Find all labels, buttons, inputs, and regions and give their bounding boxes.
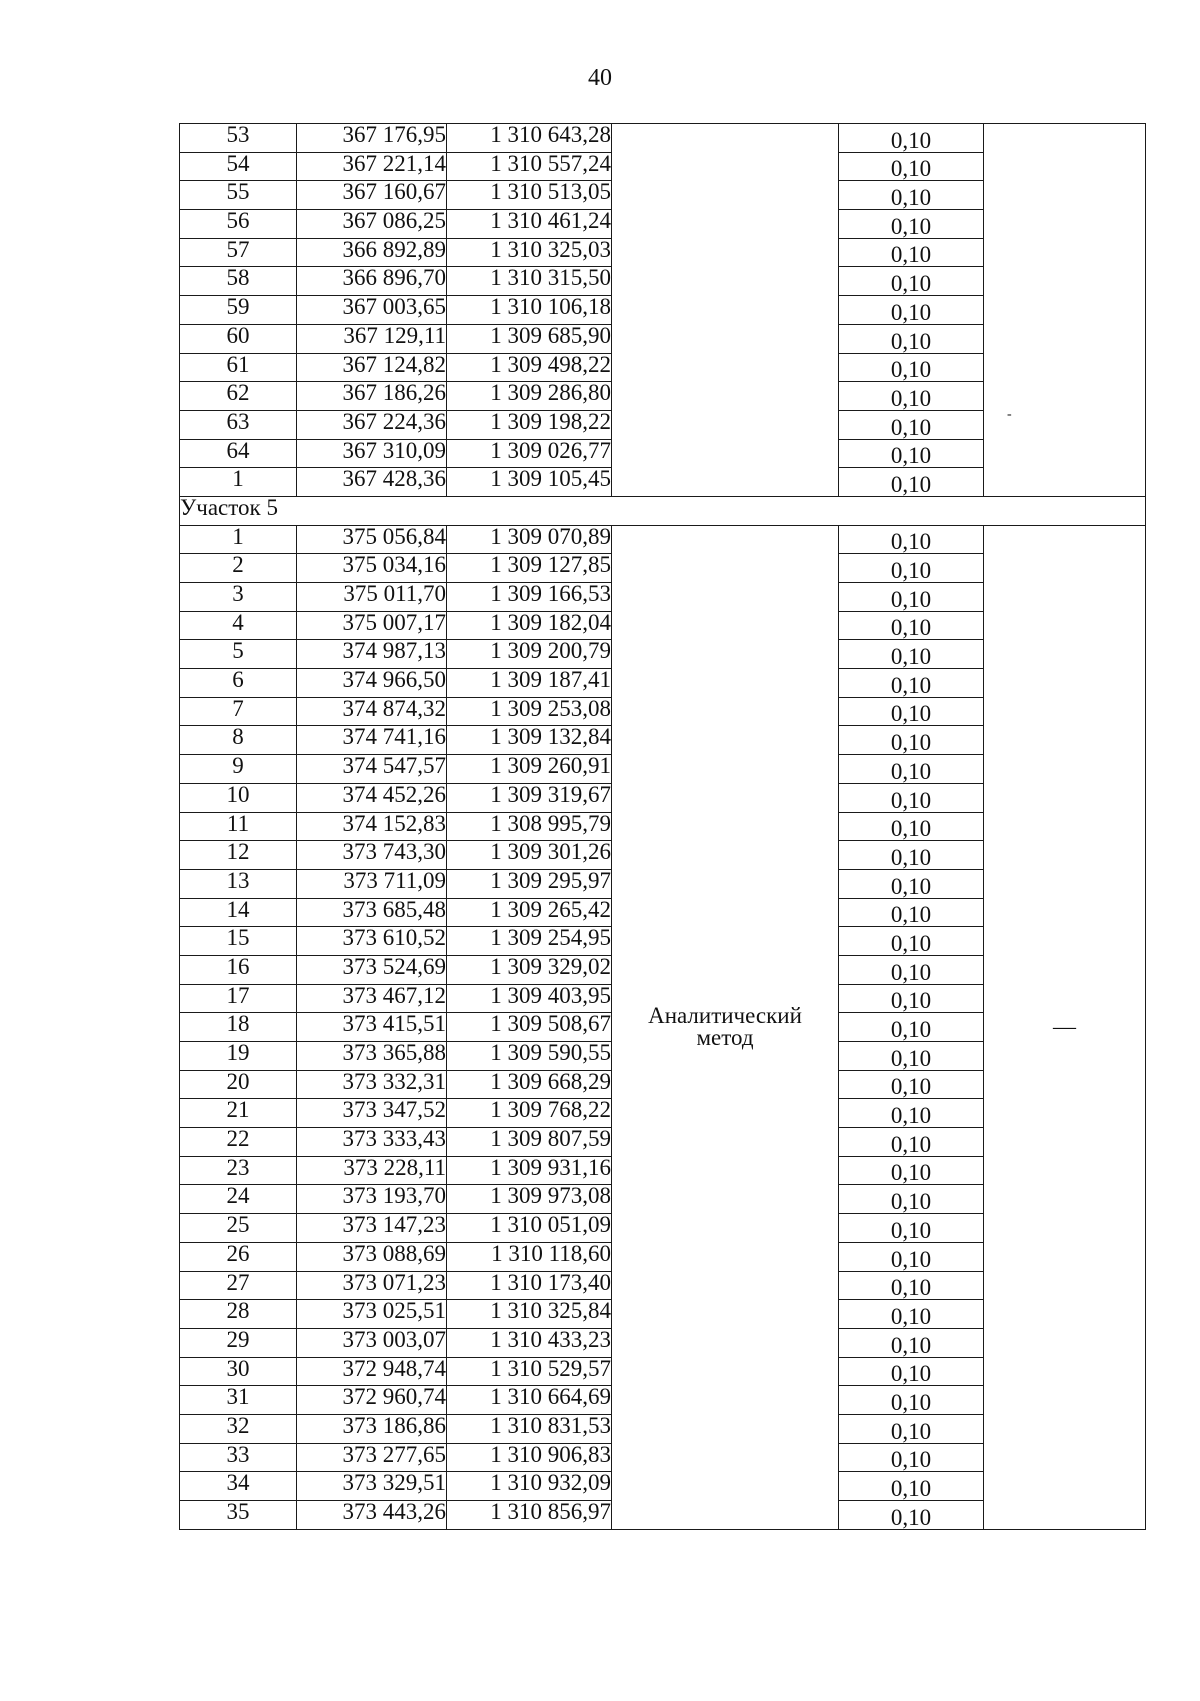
point-number: 3 bbox=[180, 583, 297, 612]
accuracy-value: 0,10 bbox=[839, 783, 984, 812]
coordinate-x: 374 987,13 bbox=[297, 640, 447, 669]
coordinate-y: 1 309 295,97 bbox=[447, 869, 612, 898]
coordinate-y: 1 310 529,57 bbox=[447, 1357, 612, 1386]
accuracy-value: 0,10 bbox=[839, 181, 984, 210]
coordinate-x: 373 333,43 bbox=[297, 1128, 447, 1157]
coordinate-y: 1 310 643,28 bbox=[447, 124, 612, 153]
coordinate-x: 373 443,26 bbox=[297, 1501, 447, 1530]
point-number: 29 bbox=[180, 1328, 297, 1357]
point-number: 24 bbox=[180, 1185, 297, 1214]
point-number: 54 bbox=[180, 152, 297, 181]
accuracy-value: 0,10 bbox=[839, 1271, 984, 1300]
coordinate-y: 1 309 187,41 bbox=[447, 669, 612, 698]
point-number: 60 bbox=[180, 324, 297, 353]
coordinate-x: 367 003,65 bbox=[297, 296, 447, 325]
coordinate-y: 1 309 931,16 bbox=[447, 1156, 612, 1185]
coordinate-y: 1 310 106,18 bbox=[447, 296, 612, 325]
point-number: 57 bbox=[180, 238, 297, 267]
coordinate-y: 1 309 105,45 bbox=[447, 468, 612, 497]
coordinate-x: 373 186,86 bbox=[297, 1414, 447, 1443]
section-row bbox=[180, 496, 1146, 525]
coordinate-x: 367 310,09 bbox=[297, 439, 447, 468]
coordinate-x: 373 003,07 bbox=[297, 1328, 447, 1357]
accuracy-value: 0,10 bbox=[839, 1185, 984, 1214]
point-number: 7 bbox=[180, 697, 297, 726]
coordinate-y: 1 309 127,85 bbox=[447, 554, 612, 583]
coordinate-y: 1 310 932,09 bbox=[447, 1472, 612, 1501]
coordinate-x: 366 892,89 bbox=[297, 238, 447, 267]
accuracy-value: 0,10 bbox=[839, 1070, 984, 1099]
coordinate-x: 373 685,48 bbox=[297, 898, 447, 927]
accuracy-value: 0,10 bbox=[839, 1443, 984, 1472]
remark-cell: — bbox=[984, 525, 1146, 1529]
point-number: 16 bbox=[180, 955, 297, 984]
point-number: 58 bbox=[180, 267, 297, 296]
coordinate-x: 375 056,84 bbox=[297, 525, 447, 554]
coordinate-y: 1 309 498,22 bbox=[447, 353, 612, 382]
accuracy-value: 0,10 bbox=[839, 697, 984, 726]
method-cell bbox=[612, 525, 839, 1529]
coordinate-x: 367 221,14 bbox=[297, 152, 447, 181]
point-number: 19 bbox=[180, 1042, 297, 1071]
accuracy-value: 0,10 bbox=[839, 898, 984, 927]
coordinate-x: 373 088,69 bbox=[297, 1242, 447, 1271]
accuracy-value: 0,10 bbox=[839, 1357, 984, 1386]
coordinate-x: 373 332,31 bbox=[297, 1070, 447, 1099]
coordinate-x: 373 228,11 bbox=[297, 1156, 447, 1185]
coordinate-y: 1 309 253,08 bbox=[447, 697, 612, 726]
accuracy-value: 0,10 bbox=[839, 955, 984, 984]
point-number: 64 bbox=[180, 439, 297, 468]
coordinate-y: 1 310 325,84 bbox=[447, 1300, 612, 1329]
accuracy-value: 0,10 bbox=[839, 611, 984, 640]
accuracy-value: 0,10 bbox=[839, 669, 984, 698]
coordinate-y: 1 310 173,40 bbox=[447, 1271, 612, 1300]
point-number: 26 bbox=[180, 1242, 297, 1271]
point-number: 2 bbox=[180, 554, 297, 583]
point-number: 12 bbox=[180, 841, 297, 870]
point-number: 32 bbox=[180, 1414, 297, 1443]
point-number: 55 bbox=[180, 181, 297, 210]
accuracy-value: 0,10 bbox=[839, 841, 984, 870]
point-number: 20 bbox=[180, 1070, 297, 1099]
point-number: 22 bbox=[180, 1128, 297, 1157]
accuracy-value: 0,10 bbox=[839, 1156, 984, 1185]
accuracy-value: 0,10 bbox=[839, 124, 984, 153]
stray-mark: - bbox=[1007, 407, 1012, 422]
point-number: 25 bbox=[180, 1214, 297, 1243]
coordinate-y: 1 309 260,91 bbox=[447, 755, 612, 784]
coordinate-x: 372 948,74 bbox=[297, 1357, 447, 1386]
accuracy-value: 0,10 bbox=[839, 238, 984, 267]
coordinate-x: 373 610,52 bbox=[297, 927, 447, 956]
accuracy-value: 0,10 bbox=[839, 1099, 984, 1128]
coordinate-y: 1 309 198,22 bbox=[447, 410, 612, 439]
accuracy-value: 0,10 bbox=[839, 468, 984, 497]
accuracy-value: 0,10 bbox=[839, 640, 984, 669]
point-number: 63 bbox=[180, 410, 297, 439]
coordinate-x: 374 874,32 bbox=[297, 697, 447, 726]
coordinate-x: 373 025,51 bbox=[297, 1300, 447, 1329]
coordinate-x: 367 176,95 bbox=[297, 124, 447, 153]
coordinate-y: 1 309 668,29 bbox=[447, 1070, 612, 1099]
point-number: 8 bbox=[180, 726, 297, 755]
point-number: 15 bbox=[180, 927, 297, 956]
coordinate-y: 1 309 265,42 bbox=[447, 898, 612, 927]
accuracy-value: 0,10 bbox=[839, 812, 984, 841]
coordinate-x: 373 467,12 bbox=[297, 984, 447, 1013]
coordinate-y: 1 309 319,67 bbox=[447, 783, 612, 812]
coordinate-x: 373 329,51 bbox=[297, 1472, 447, 1501]
point-number: 4 bbox=[180, 611, 297, 640]
method-label-line1: Аналитический bbox=[648, 1003, 802, 1029]
accuracy-value: 0,10 bbox=[839, 1042, 984, 1071]
coordinate-y: 1 309 286,80 bbox=[447, 382, 612, 411]
accuracy-value: 0,10 bbox=[839, 554, 984, 583]
accuracy-value: 0,10 bbox=[839, 1128, 984, 1157]
accuracy-value: 0,10 bbox=[839, 210, 984, 239]
accuracy-value: 0,10 bbox=[839, 382, 984, 411]
table-section-header bbox=[180, 496, 1146, 525]
accuracy-value: 0,10 bbox=[839, 869, 984, 898]
point-number: 9 bbox=[180, 755, 297, 784]
point-number: 59 bbox=[180, 296, 297, 325]
coordinate-y: 1 310 325,03 bbox=[447, 238, 612, 267]
coordinate-y: 1 310 906,83 bbox=[447, 1443, 612, 1472]
coordinate-x: 375 007,17 bbox=[297, 611, 447, 640]
coordinate-x: 373 347,52 bbox=[297, 1099, 447, 1128]
coordinate-x: 367 086,25 bbox=[297, 210, 447, 239]
point-number: 1 bbox=[180, 468, 297, 497]
accuracy-value: 0,10 bbox=[839, 439, 984, 468]
coordinate-y: 1 309 685,90 bbox=[447, 324, 612, 353]
page-number: 40 bbox=[588, 65, 612, 91]
coordinate-y: 1 309 254,95 bbox=[447, 927, 612, 956]
coordinate-x: 375 011,70 bbox=[297, 583, 447, 612]
accuracy-value: 0,10 bbox=[839, 1472, 984, 1501]
coordinate-y: 1 310 513,05 bbox=[447, 181, 612, 210]
point-number: 23 bbox=[180, 1156, 297, 1185]
point-number: 28 bbox=[180, 1300, 297, 1329]
coordinate-x: 373 365,88 bbox=[297, 1042, 447, 1071]
accuracy-value: 0,10 bbox=[839, 525, 984, 554]
point-number: 13 bbox=[180, 869, 297, 898]
accuracy-value: 0,10 bbox=[839, 1013, 984, 1042]
coordinate-y: 1 310 557,24 bbox=[447, 152, 612, 181]
point-number: 10 bbox=[180, 783, 297, 812]
point-number: 14 bbox=[180, 898, 297, 927]
coordinate-x: 366 896,70 bbox=[297, 267, 447, 296]
accuracy-value: 0,10 bbox=[839, 583, 984, 612]
accuracy-value: 0,10 bbox=[839, 1328, 984, 1357]
accuracy-value: 0,10 bbox=[839, 296, 984, 325]
accuracy-value: 0,10 bbox=[839, 1300, 984, 1329]
coordinate-y: 1 309 166,53 bbox=[447, 583, 612, 612]
accuracy-value: 0,10 bbox=[839, 755, 984, 784]
coordinate-y: 1 310 831,53 bbox=[447, 1414, 612, 1443]
point-number: 6 bbox=[180, 669, 297, 698]
accuracy-value: 0,10 bbox=[839, 1242, 984, 1271]
remark-cell bbox=[984, 124, 1146, 497]
coordinate-y: 1 309 403,95 bbox=[447, 984, 612, 1013]
point-number: 61 bbox=[180, 353, 297, 382]
accuracy-value: 0,10 bbox=[839, 1414, 984, 1443]
coordinate-x: 375 034,16 bbox=[297, 554, 447, 583]
point-number: 53 bbox=[180, 124, 297, 153]
point-number: 35 bbox=[180, 1501, 297, 1530]
coordinate-x: 367 186,26 bbox=[297, 382, 447, 411]
coordinate-y: 1 310 856,97 bbox=[447, 1501, 612, 1530]
coordinate-x: 374 452,26 bbox=[297, 783, 447, 812]
coordinate-y: 1 310 315,50 bbox=[447, 267, 612, 296]
coordinate-x: 373 415,51 bbox=[297, 1013, 447, 1042]
accuracy-value: 0,10 bbox=[839, 927, 984, 956]
point-number: 33 bbox=[180, 1443, 297, 1472]
coordinate-y: 1 309 301,26 bbox=[447, 841, 612, 870]
coordinate-y: 1 310 461,24 bbox=[447, 210, 612, 239]
accuracy-value: 0,10 bbox=[839, 353, 984, 382]
coordinate-y: 1 309 973,08 bbox=[447, 1185, 612, 1214]
coordinate-x: 373 277,65 bbox=[297, 1443, 447, 1472]
coordinate-x: 373 147,23 bbox=[297, 1214, 447, 1243]
point-number: 1 bbox=[180, 525, 297, 554]
point-number: 21 bbox=[180, 1099, 297, 1128]
coordinate-y: 1 310 051,09 bbox=[447, 1214, 612, 1243]
coordinate-x: 374 152,83 bbox=[297, 812, 447, 841]
point-number: 17 bbox=[180, 984, 297, 1013]
coordinate-y: 1 309 026,77 bbox=[447, 439, 612, 468]
coordinate-x: 367 428,36 bbox=[297, 468, 447, 497]
coordinate-y: 1 309 132,84 bbox=[447, 726, 612, 755]
coordinate-x: 372 960,74 bbox=[297, 1386, 447, 1415]
coordinate-y: 1 310 118,60 bbox=[447, 1242, 612, 1271]
coordinate-x: 367 160,67 bbox=[297, 181, 447, 210]
point-number: 5 bbox=[180, 640, 297, 669]
accuracy-value: 0,10 bbox=[839, 152, 984, 181]
accuracy-value: 0,10 bbox=[839, 267, 984, 296]
point-number: 56 bbox=[180, 210, 297, 239]
coordinate-x: 373 071,23 bbox=[297, 1271, 447, 1300]
coordinate-y: 1 309 768,22 bbox=[447, 1099, 612, 1128]
point-number: 27 bbox=[180, 1271, 297, 1300]
method-label-line2: метод bbox=[696, 1025, 754, 1051]
accuracy-value: 0,10 bbox=[839, 1501, 984, 1530]
point-number: 11 bbox=[180, 812, 297, 841]
point-number: 30 bbox=[180, 1357, 297, 1386]
coordinate-x: 367 129,11 bbox=[297, 324, 447, 353]
coordinates-table bbox=[179, 123, 1146, 1530]
coordinate-y: 1 310 664,69 bbox=[447, 1386, 612, 1415]
coordinate-x: 373 524,69 bbox=[297, 955, 447, 984]
method-cell bbox=[612, 124, 839, 497]
point-number: 31 bbox=[180, 1386, 297, 1415]
coordinate-y: 1 309 590,55 bbox=[447, 1042, 612, 1071]
coordinate-x: 373 711,09 bbox=[297, 869, 447, 898]
accuracy-value: 0,10 bbox=[839, 1386, 984, 1415]
table-group-b bbox=[180, 525, 1146, 1529]
accuracy-value: 0,10 bbox=[839, 324, 984, 353]
coordinate-x: 374 547,57 bbox=[297, 755, 447, 784]
table-group-a bbox=[180, 124, 1146, 497]
coordinate-y: 1 309 182,04 bbox=[447, 611, 612, 640]
coordinate-x: 374 966,50 bbox=[297, 669, 447, 698]
point-number: 34 bbox=[180, 1472, 297, 1501]
coordinate-y: 1 309 807,59 bbox=[447, 1128, 612, 1157]
coordinate-y: 1 310 433,23 bbox=[447, 1328, 612, 1357]
accuracy-value: 0,10 bbox=[839, 726, 984, 755]
coordinate-y: 1 309 508,67 bbox=[447, 1013, 612, 1042]
coordinate-y: 1 309 200,79 bbox=[447, 640, 612, 669]
accuracy-value: 0,10 bbox=[839, 984, 984, 1013]
coordinate-y: 1 309 329,02 bbox=[447, 955, 612, 984]
coordinate-x: 374 741,16 bbox=[297, 726, 447, 755]
accuracy-value: 0,10 bbox=[839, 1214, 984, 1243]
point-number: 18 bbox=[180, 1013, 297, 1042]
point-number: 62 bbox=[180, 382, 297, 411]
table-row bbox=[180, 124, 1146, 153]
coordinate-x: 373 743,30 bbox=[297, 841, 447, 870]
coordinate-y: 1 308 995,79 bbox=[447, 812, 612, 841]
coordinate-x: 373 193,70 bbox=[297, 1185, 447, 1214]
coordinate-x: 367 124,82 bbox=[297, 353, 447, 382]
section-title: Участок 5 bbox=[180, 496, 1146, 525]
coordinate-x: 367 224,36 bbox=[297, 410, 447, 439]
accuracy-value: 0,10 bbox=[839, 410, 984, 439]
coordinate-y: 1 309 070,89 bbox=[447, 525, 612, 554]
table-row bbox=[180, 525, 1146, 554]
